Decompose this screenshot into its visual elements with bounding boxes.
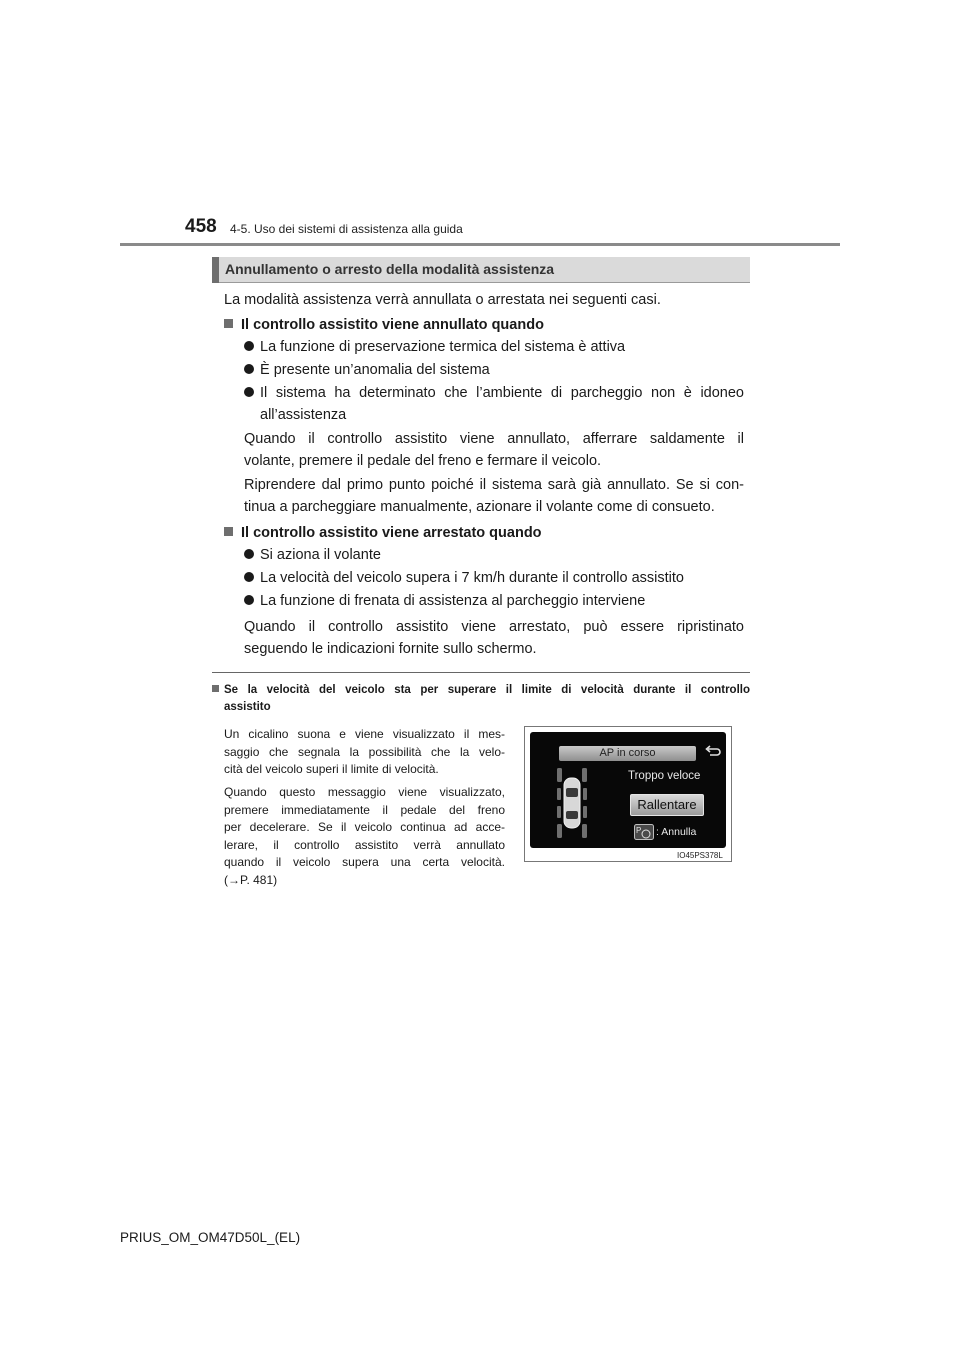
list-item-text: È presente un’anomalia del sistema xyxy=(260,362,490,378)
square-bullet-icon xyxy=(224,319,233,328)
list-item-text-cont: all’assistenza xyxy=(260,407,347,423)
note-heading-text: Se la velocità del veicolo sta per superare il limite di velocità durante il controllo xyxy=(224,684,750,696)
intro-text: La modalità assistenza verrà annullata o arrestata nei seguenti casi. xyxy=(224,292,661,308)
list-item-text: La funzione di frenata di assistenza al parcheggio interviene xyxy=(260,593,646,609)
footer-code: PRIUS_OM_OM47D50L_(EL) xyxy=(120,1230,301,1245)
text-line: Quando questo messaggio viene visualizzato, xyxy=(224,785,505,799)
list-item xyxy=(244,544,254,566)
display-screen xyxy=(530,732,726,848)
chapter-title: 4-5. Uso dei sistemi di assistenza alla guida xyxy=(230,222,463,236)
note-para2 xyxy=(224,784,505,889)
warning-message: Troppo veloce xyxy=(628,770,701,782)
square-bullet-icon xyxy=(224,527,233,536)
cancel-para2-line1: Riprendere dal primo punto poiché il sistema sarà già annullato. Se si con- xyxy=(244,477,744,493)
bullet-icon xyxy=(244,364,254,374)
cancel-para1-line2: volante, premere il pedale del freno e fermare il veicolo. xyxy=(244,453,602,469)
header-rule xyxy=(120,243,840,246)
list-item xyxy=(244,359,254,381)
back-arrow-icon[interactable] xyxy=(704,744,722,760)
list-item-text: Si aziona il volante xyxy=(260,547,381,563)
section-title: Annullamento o arresto della modalità assistenza xyxy=(225,261,555,277)
stop-para-line1: Quando il controllo assistito viene arrestato, può essere ripristinato xyxy=(244,619,744,635)
cancel-para2-line2: tinua a parcheggiare manualmente, azionare il volante come di consueto. xyxy=(244,499,715,515)
page-number: 458 xyxy=(185,216,217,237)
square-bullet-icon xyxy=(212,685,219,692)
bullet-icon xyxy=(244,595,254,605)
list-item xyxy=(244,336,254,358)
list-item-text: La funzione di preservazione termica del sistema è attiva xyxy=(260,339,626,355)
note-heading-line2: assistito xyxy=(224,701,271,713)
list-item-text: Il sistema ha determinato che l’ambiente di parcheggio non è idoneo xyxy=(260,385,744,401)
bullet-icon xyxy=(244,387,254,397)
svg-text:P: P xyxy=(636,826,642,835)
list-item-text: La velocità del veicolo supera i 7 km/h durante il controllo assistito xyxy=(260,570,684,586)
text-line: Un cicalino suona e viene visualizzato il mes- xyxy=(224,727,505,741)
text-line: saggio che segnala la possibilità che la velo- xyxy=(224,744,505,759)
parking-switch-icon xyxy=(634,824,654,840)
list-item xyxy=(244,567,254,589)
screen-figure xyxy=(524,726,732,862)
text-line: premere immediatamente il pedale del freno xyxy=(224,802,505,817)
note-heading-line1 xyxy=(212,682,750,699)
list-item xyxy=(244,590,254,612)
slow-down-message: Rallentare xyxy=(630,794,704,816)
note-para1 xyxy=(224,726,505,779)
cancel-heading xyxy=(224,314,544,336)
stop-heading-text: Il controllo assistito viene arrestato quando xyxy=(241,525,542,541)
status-bar: AP in corso xyxy=(559,746,696,761)
bullet-icon xyxy=(244,572,254,582)
cancel-para1-line1: Quando il controllo assistito viene annullato, afferrare saldamente il xyxy=(244,431,744,447)
stop-para-line2: seguendo le indicazioni fornite sullo schermo. xyxy=(244,641,537,657)
section-title-bar xyxy=(212,257,219,283)
bullet-icon xyxy=(244,341,254,351)
text-line: cità del veicolo superi il limite di velocità. xyxy=(224,762,439,776)
list-item xyxy=(244,382,254,404)
text-line: per decelerare. Se il veicolo continua ad acce- xyxy=(224,820,505,834)
car-top-view-icon xyxy=(556,766,588,840)
section-title-box xyxy=(212,257,750,283)
cancel-heading-text: Il controllo assistito viene annullato quando xyxy=(241,317,544,333)
text-line: quando il veicolo supera una certa velocità. xyxy=(224,855,505,869)
cancel-hint: : Annulla xyxy=(656,826,697,838)
figure-code: IO45PS378L xyxy=(677,851,723,860)
bullet-icon xyxy=(244,549,254,559)
text-line: lerare, il controllo assistito verrà annullato xyxy=(224,837,505,852)
page-reference: (→P. 481) xyxy=(224,872,278,887)
separator-rule xyxy=(212,672,750,673)
stop-heading xyxy=(224,522,542,544)
